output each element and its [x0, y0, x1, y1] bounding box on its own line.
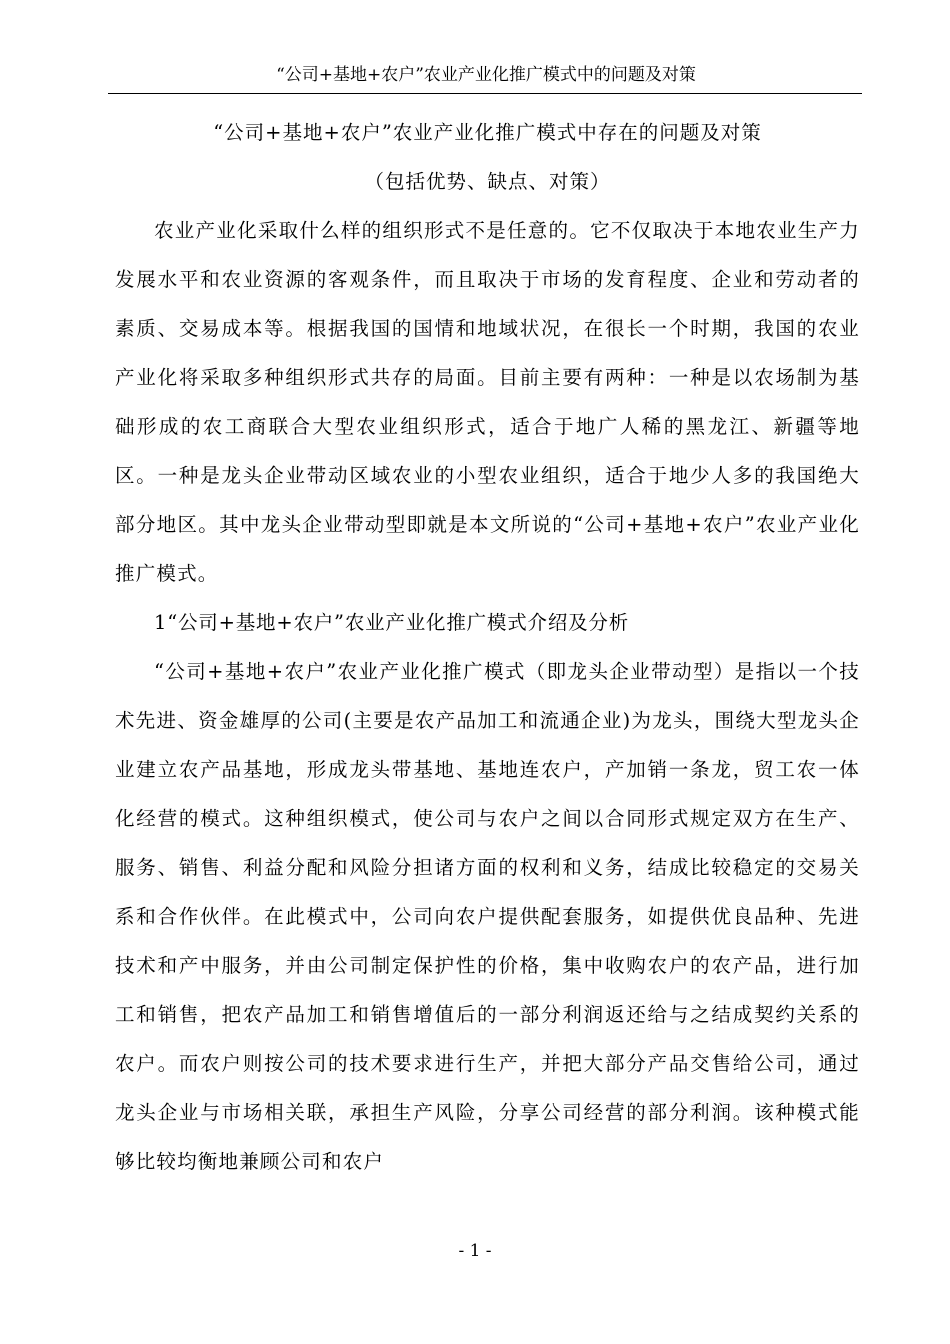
- intro-paragraph: 农业产业化采取什么样的组织形式不是任意的。它不仅取决于本地农业生产力发展水平和农业资源的客观条件，而且取决于市场的发育程度、企业和劳动者的素质、交易成本等。根据我国的国情和地域状况，在很长一个时期，我国的农业产业化将采取多种组织形式共存的局面。目前主要有两种：一种是以农场制为基础形成的农工商联合大型农业组织形式，适合于地广人稀的黑龙江、新疆等地区。一种是龙头企业带动区域农业的小型农业组织，适合于地少人多的我国绝大部分地区。其中龙头企业带动型即就是本文所说的“公司+基地+农户”农业产业化推广模式。: [115, 219, 860, 585]
- document-body: [115, 108, 860, 1186]
- running-header: “公司+基地+农户”农业产业化推广模式中的问题及对策: [276, 65, 696, 85]
- document-title: “公司+基地+农户”农业产业化推广模式中存在的问题及对策: [213, 121, 762, 144]
- document-subtitle: （包括优势、缺点、对策）: [364, 170, 611, 193]
- section-paragraph: “公司+基地+农户”农业产业化推广模式（即龙头企业带动型）是指以一个技术先进、资金雄厚的公司(主要是农产品加工和流通企业)为龙头，围绕大型龙头企业建立农产品基地，形成龙头带基地、基地连农户，产加销一条龙，贸工农一体化经营的模式。这种组织模式，使公司与农户之间以合同形式规定双方在生产、服务、销售、利益分配和风险分担诸方面的权利和义务，结成比较稳定的交易关系和合作伙伴。在此模式中，公司向农户提供配套服务，如提供优良品种、先进技术和产中服务，并由公司制定保护性的价格，集中收购农户的农产品，进行加工和销售，把农产品加工和销售增值后的一部分利润返还给与之结成契约关系的农户。而农户则按公司的技术要求进行生产，并把大部分产品交售给公司，通过龙头企业与市场相关联，承担生产风险，分享公司经营的部分利润。该种模式能够比较均衡地兼顾公司和农户: [115, 660, 860, 1173]
- section-heading: 1“公司+基地+农户”农业产业化推广模式介绍及分析: [154, 611, 630, 634]
- page-number: - 1 -: [458, 1241, 492, 1261]
- header-divider: [108, 93, 862, 94]
